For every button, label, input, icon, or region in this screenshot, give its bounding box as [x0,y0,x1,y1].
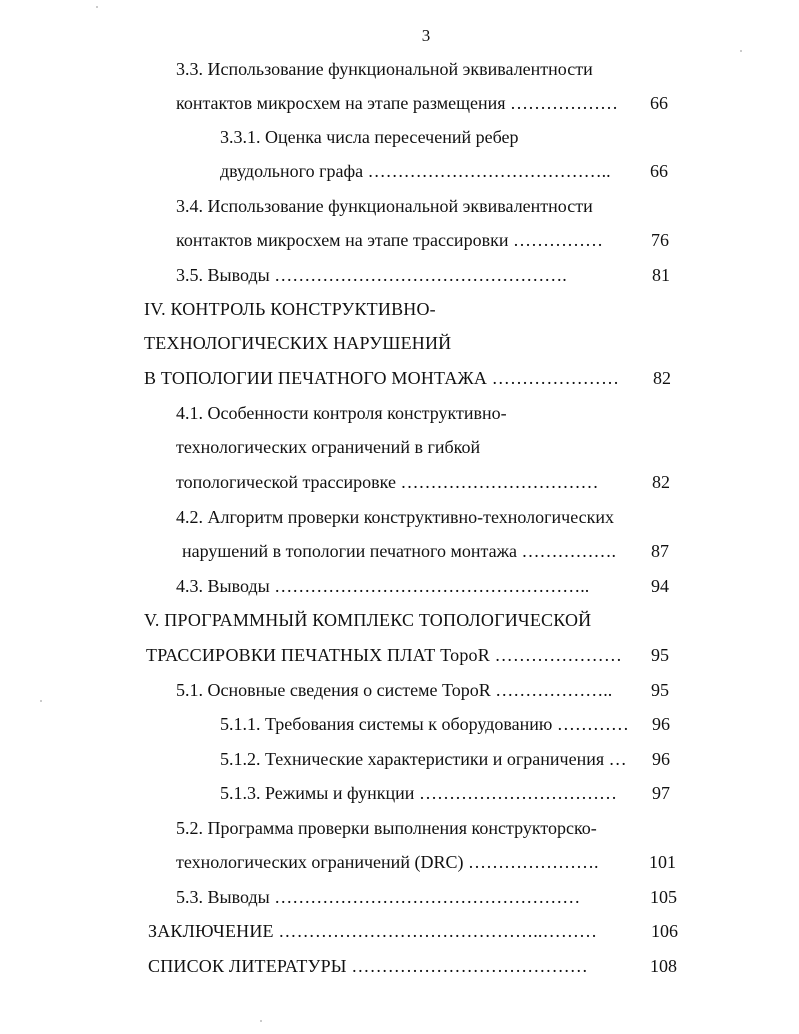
toc-page-number: 82 [652,472,670,492]
toc-page-number: 94 [651,576,669,596]
toc-line: нарушений в топологии печатного монтажа ……………. [182,541,616,561]
toc-page-number: 66 [650,161,668,181]
toc-line: 3.3.1. Оценка числа пересечений ребер [220,127,519,147]
toc-line: топологической трассировке …………………………… [176,472,599,492]
toc-line: 4.2. Алгоритм проверки конструктивно-технологических [176,507,615,527]
chapter-heading: IV. КОНТРОЛЬ КОНСТРУКТИВНО- [144,299,436,319]
toc-line: 5.1. Основные сведения о системе TopoR ……………….. [176,680,613,700]
toc-line: 5.3. Выводы …………………………………………… [176,887,581,907]
toc-line: 5.1.2. Технические характеристики и ограничения … [220,749,627,769]
toc-page-number: 66 [650,93,668,113]
toc-page-number: 82 [653,368,671,388]
toc-page-number: 96 [652,714,670,734]
toc-page-number: 96 [652,749,670,769]
scan-speck [40,700,42,702]
toc-page-number: 87 [651,541,669,561]
chapter-heading: ТЕХНОЛОГИЧЕСКИХ НАРУШЕНИЙ [144,333,452,353]
toc-page-number: 81 [652,265,670,285]
toc-line-references: СПИСОК ЛИТЕРАТУРЫ ………………………………… [148,956,588,976]
toc-page-number: 105 [650,887,677,907]
toc-line-conclusion: ЗАКЛЮЧЕНИЕ ……………………………………..……… [148,921,598,941]
toc-line: контактов микросхем на этапе размещения ……………… [176,93,619,113]
toc-page-number: 95 [651,680,669,700]
toc-page-number: 101 [649,852,676,872]
page-number: 3 [421,26,431,45]
toc-page-number: 95 [651,645,669,665]
toc-line: 3.4. Использование функциональной эквивалентности [176,196,593,216]
toc-line: 5.2. Программа проверки выполнения конструкторско- [176,818,597,838]
chapter-heading: V. ПРОГРАММНЫЙ КОМПЛЕКС ТОПОЛОГИЧЕСКОЙ [144,610,592,630]
toc-line: контактов микросхем на этапе трассировки …………… [176,230,603,250]
toc-line: 5.1.3. Режимы и функции …………………………… [220,783,617,803]
toc-page-number: 106 [651,921,678,941]
scan-speck [740,50,742,52]
chapter-heading: ТРАССИРОВКИ ПЕЧАТНЫХ ПЛАТ TopoR ………………… [146,645,623,665]
toc-line: 5.1.1. Требования системы к оборудованию ………… [220,714,629,734]
toc-line: технологических ограничений в гибкой [176,437,481,457]
toc-line: двудольного графа ………………………………….. [220,161,611,181]
toc-line: 4.3. Выводы …………………………………………….. [176,576,590,596]
toc-page-number: 108 [650,956,677,976]
toc-line: 3.3. Использование функциональной эквивалентности [176,59,593,79]
toc-page-number: 76 [651,230,669,250]
scan-speck [96,6,98,8]
chapter-heading: В ТОПОЛОГИИ ПЕЧАТНОГО МОНТАЖА ………………… [144,368,620,388]
toc-line: технологических ограничений (DRC) …………………. [176,852,599,872]
toc-line: 3.5. Выводы …………………………………………. [176,265,567,285]
scan-speck [260,1020,262,1022]
toc-line: 4.1. Особенности контроля конструктивно- [176,403,507,423]
toc-page-number: 97 [652,783,670,803]
